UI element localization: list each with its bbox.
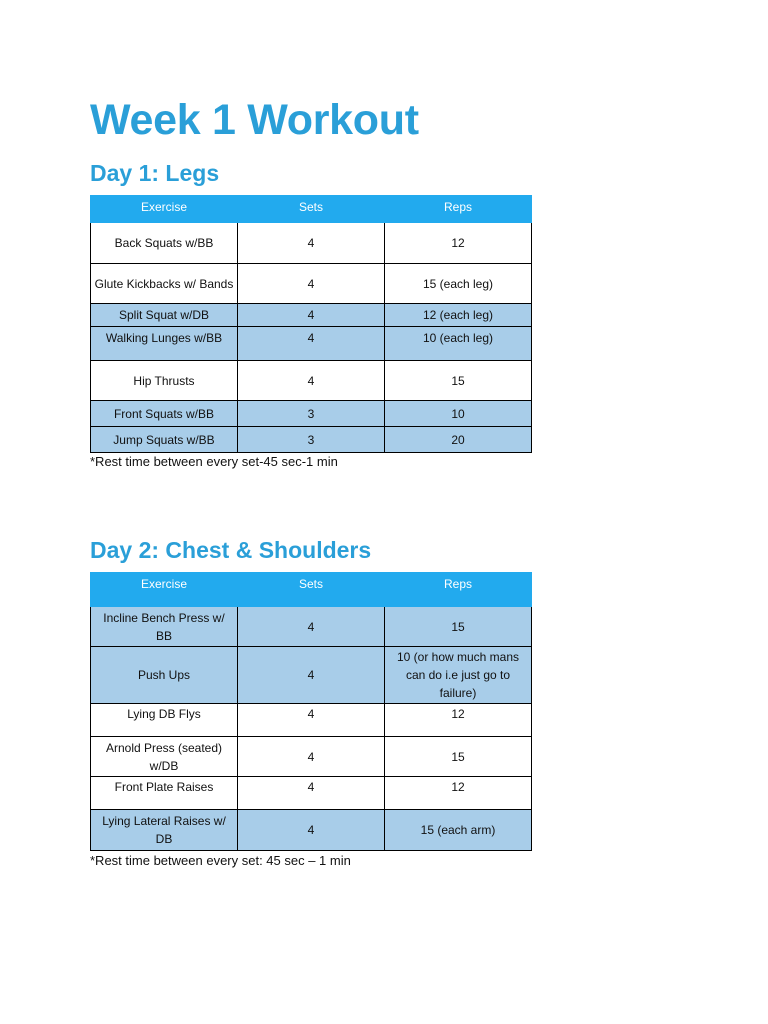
exercise-cell: Push Ups (91, 647, 238, 704)
reps-cell: 15 (385, 607, 532, 647)
table-row (91, 361, 532, 401)
table-row (91, 704, 532, 737)
sets-cell: 4 (238, 607, 385, 647)
table-row (91, 327, 532, 361)
column-header-sets: Sets (238, 573, 385, 607)
reps-cell: 12 (385, 777, 532, 810)
exercise-cell: Incline Bench Press w/ BB (91, 607, 238, 647)
reps-cell: 12 (each leg) (385, 304, 532, 327)
exercise-cell: Split Squat w/DB (91, 304, 238, 327)
sets-cell: 4 (238, 704, 385, 737)
exercise-cell: Lying DB Flys (91, 704, 238, 737)
day1-rest-note: *Rest time between every set-45 sec-1 min (90, 454, 338, 469)
table-row (91, 401, 532, 427)
table-row (91, 427, 532, 453)
sets-cell: 4 (238, 777, 385, 810)
page-title: Week 1 Workout (90, 96, 419, 144)
exercise-cell: Glute Kickbacks w/ Bands (91, 264, 238, 304)
reps-cell: 10 (385, 401, 532, 427)
sets-cell: 4 (238, 223, 385, 264)
sets-cell: 4 (238, 264, 385, 304)
exercise-cell: Back Squats w/BB (91, 223, 238, 264)
sets-cell: 4 (238, 361, 385, 401)
exercise-cell: Front Plate Raises (91, 777, 238, 810)
sets-cell: 4 (238, 304, 385, 327)
day2-table (90, 572, 532, 851)
reps-cell: 15 (385, 361, 532, 401)
day2-heading: Day 2: Chest & Shoulders (90, 537, 372, 563)
day2-rest-note: *Rest time between every set: 45 sec – 1 min (90, 853, 351, 868)
exercise-cell: Arnold Press (seated) w/DB (91, 737, 238, 777)
exercise-cell: Lying Lateral Raises w/ DB (91, 810, 238, 851)
column-header-exercise: Exercise (91, 573, 238, 607)
table-header-row (91, 573, 532, 607)
table-row (91, 647, 532, 704)
exercise-cell: Front Squats w/BB (91, 401, 238, 427)
sets-cell: 4 (238, 810, 385, 851)
reps-cell: 10 (each leg) (385, 327, 532, 361)
exercise-cell: Hip Thrusts (91, 361, 238, 401)
exercise-cell: Jump Squats w/BB (91, 427, 238, 453)
sets-cell: 3 (238, 401, 385, 427)
column-header-exercise: Exercise (91, 196, 238, 223)
reps-cell: 10 (or how much mans can do i.e just go to failure) (385, 647, 532, 704)
table-row (91, 737, 532, 777)
reps-cell: 12 (385, 223, 532, 264)
column-header-sets: Sets (238, 196, 385, 223)
reps-cell: 15 (385, 737, 532, 777)
table-header-row (91, 196, 532, 223)
day1-table (90, 195, 532, 453)
table-row (91, 777, 532, 810)
reps-cell: 15 (each arm) (385, 810, 532, 851)
table-row (91, 264, 532, 304)
table-row (91, 304, 532, 327)
sets-cell: 4 (238, 737, 385, 777)
column-header-reps: Reps (385, 573, 532, 607)
column-header-reps: Reps (385, 196, 532, 223)
reps-cell: 20 (385, 427, 532, 453)
exercise-cell: Walking Lunges w/BB (91, 327, 238, 361)
table-row (91, 810, 532, 851)
sets-cell: 4 (238, 647, 385, 704)
day1-heading: Day 1: Legs (90, 160, 220, 186)
reps-cell: 12 (385, 704, 532, 737)
reps-cell: 15 (each leg) (385, 264, 532, 304)
sets-cell: 4 (238, 327, 385, 361)
sets-cell: 3 (238, 427, 385, 453)
table-row (91, 607, 532, 647)
table-row (91, 223, 532, 264)
